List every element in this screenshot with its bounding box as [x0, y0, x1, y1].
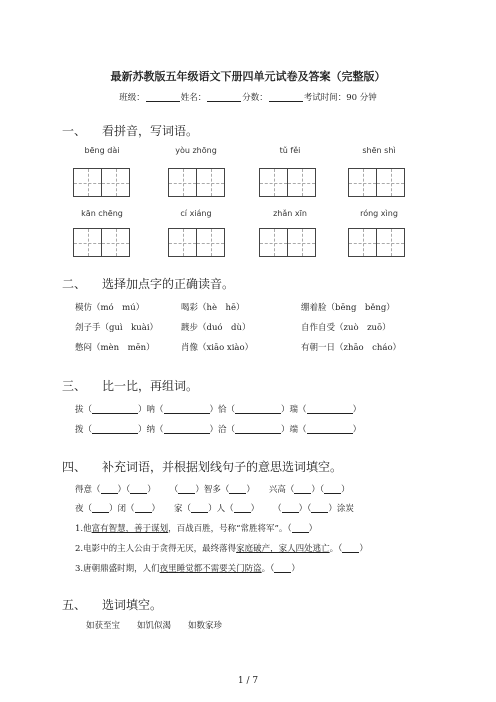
section2-heading — [62, 275, 234, 292]
section3-title: 比一比，再组词。 — [102, 379, 199, 393]
answer-blank[interactable] — [311, 503, 328, 513]
underlined-phrase: 富有智慧，善于谋划 — [91, 524, 169, 534]
compare-row — [75, 423, 361, 435]
pronunciation-item[interactable]: 自作自受（zuò zuō） — [301, 323, 391, 333]
answer-blank[interactable] — [130, 484, 147, 494]
pronunciation-item[interactable]: 憋闷（mèn mēn） — [75, 343, 155, 353]
answer-blank[interactable] — [229, 484, 246, 494]
answer-blank[interactable] — [164, 404, 210, 414]
answer-blank[interactable] — [92, 503, 109, 513]
pronunciation-item[interactable]: 喝彩（hè hē） — [181, 303, 245, 313]
answer-blank[interactable] — [135, 503, 152, 513]
section4-heading — [62, 458, 342, 475]
class-blank[interactable] — [146, 92, 180, 102]
answer-blank[interactable] — [178, 484, 195, 494]
score-label: 分数： — [242, 93, 268, 103]
answer-blank[interactable] — [274, 563, 291, 573]
writing-grid[interactable] — [168, 168, 225, 197]
pinyin: shēn shì — [362, 146, 396, 155]
answer-blank[interactable] — [101, 484, 118, 494]
writing-grid[interactable] — [259, 168, 316, 197]
answer-blank[interactable] — [164, 424, 210, 434]
answer-blank[interactable] — [235, 424, 281, 434]
writing-grid[interactable] — [348, 228, 405, 257]
answer-blank[interactable] — [324, 484, 341, 494]
pinyin: bēng dài — [84, 146, 120, 155]
answer-blank[interactable] — [294, 484, 311, 494]
section4-number: 四、 — [62, 460, 87, 474]
sentence-3: 3.唐朝鼎盛时期，人们夜里睡觉都不需要关门防盗。（ ） — [75, 564, 300, 574]
compare-row — [75, 403, 361, 415]
section5-number: 五、 — [62, 598, 87, 612]
pronunciation-item[interactable]: 模仿（mó mú） — [75, 303, 145, 313]
underlined-phrase: 夜里睡觉都不需要关门防盗 — [159, 564, 262, 574]
char-label: ）端（ — [281, 425, 307, 435]
page-number: 1 / 7 — [237, 676, 259, 686]
char-label: ）纳（ — [138, 425, 164, 435]
section3-number: 三、 — [62, 379, 87, 393]
section1-number: 一、 — [62, 124, 87, 138]
char-label: 拔（ — [75, 405, 93, 415]
section3-heading — [62, 377, 198, 394]
answer-blank[interactable] — [282, 503, 299, 513]
pinyin: zhǎn xīn — [273, 209, 307, 218]
pinyin: cí xiáng — [180, 209, 212, 218]
pinyin: yòu zhōng — [175, 146, 217, 155]
writing-grid[interactable] — [348, 168, 405, 197]
class-label: 班级： — [119, 93, 145, 103]
score-blank[interactable] — [269, 92, 303, 102]
word-bank: 如获至宝 如饥似渴 如数家珍 — [86, 621, 223, 631]
char-label: ）瑞（ — [281, 405, 307, 415]
pronunciation-item[interactable]: 绷着脸（bēng běng） — [301, 303, 395, 313]
idiom-row: 得意（ ）（ ） （ ）智多（ ） 兴高（ ）（ ） — [75, 485, 350, 495]
name-blank[interactable] — [207, 92, 241, 102]
section2-title: 选择加点字的正确读音。 — [102, 277, 235, 291]
answer-blank[interactable] — [342, 543, 359, 553]
pinyin: tǔ fěi — [279, 146, 301, 155]
writing-grid[interactable] — [168, 228, 225, 257]
section5-heading — [62, 596, 162, 613]
section4-title: 补充词语，并根据划线句子的意思选词填空。 — [102, 460, 343, 474]
char-label: ）恰（ — [209, 405, 236, 415]
char-label: ） — [352, 425, 362, 435]
pronunciation-item[interactable]: 踱步（duó dù） — [181, 323, 251, 333]
answer-blank[interactable] — [307, 424, 353, 434]
section5-title: 选词填空。 — [102, 598, 163, 612]
char-label: 拨（ — [75, 425, 93, 435]
answer-blank[interactable] — [307, 404, 353, 414]
section1-heading — [62, 122, 198, 139]
pinyin: róng xìng — [360, 209, 398, 218]
section2-number: 二、 — [62, 277, 87, 291]
answer-blank[interactable] — [235, 404, 281, 414]
underlined-phrase: 家庭破产，家人四处逃亡 — [236, 544, 330, 554]
writing-grid[interactable] — [73, 228, 130, 257]
answer-blank[interactable] — [292, 523, 309, 533]
idiom-row: 夜（ ）闭（ ） 家（ ）人（ ） （ ）（ ）涂炭 — [75, 504, 354, 514]
answer-blank[interactable] — [92, 424, 138, 434]
sentence-1: 1.他富有智慧，善于谋划，百战百胜，号称“常胜将军”。（ ） — [75, 524, 318, 534]
writing-grid[interactable] — [73, 168, 130, 197]
exam-time-label: 考试时间：90 分钟 — [303, 93, 377, 103]
pronunciation-item[interactable]: 肖像（xiāo xiào） — [181, 343, 254, 353]
pronunciation-item[interactable]: 有朝一日（zhāo cháo） — [301, 343, 402, 353]
pronunciation-item[interactable]: 刽子手（guì kuài） — [75, 323, 159, 333]
char-label: ）呐（ — [138, 405, 164, 415]
page-title: 最新苏教版五年级语文下册四单元试卷及答案（完整版） — [110, 70, 386, 83]
sentence-2: 2.电影中的主人公由于贪得无厌，最终落得家庭破产，家人四处逃亡。（ ） — [75, 544, 368, 554]
name-label: 姓名： — [180, 93, 207, 103]
student-info-line — [0, 91, 496, 103]
char-label: ） — [352, 405, 362, 415]
section1-title: 看拼音，写词语。 — [102, 124, 199, 138]
writing-grid[interactable] — [259, 228, 316, 257]
char-label: ）洽（ — [209, 425, 236, 435]
pinyin: kān chēng — [81, 209, 123, 218]
answer-blank[interactable] — [234, 503, 251, 513]
answer-blank[interactable] — [92, 404, 138, 414]
answer-blank[interactable] — [191, 503, 208, 513]
